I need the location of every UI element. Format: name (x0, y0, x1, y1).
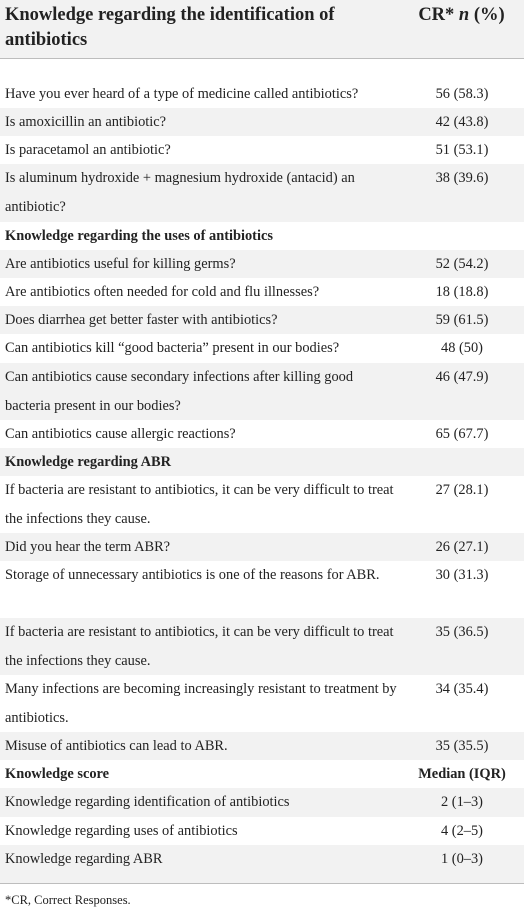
value-cell: 52 (54.2) (435, 256, 489, 272)
question-cell: If bacteria are resistant to antibiotics, it can be very difficult to treat the infections they cause. (5, 624, 394, 669)
table-row (0, 675, 524, 732)
table-row (0, 136, 524, 164)
table-row (0, 363, 524, 420)
question-cell: Can antibiotics cause allergic reactions? (5, 426, 236, 442)
table-bottom-rule (0, 883, 524, 884)
header-title: Knowledge regarding the identification of antibiotics (5, 5, 335, 50)
table-row (0, 80, 524, 108)
table-row (0, 817, 524, 845)
question-cell: Misuse of antibiotics can lead to ABR. (5, 738, 228, 754)
section-heading-row (0, 448, 524, 476)
value-cell: 18 (18.8) (435, 284, 489, 300)
table-row (0, 732, 524, 760)
table-row (0, 306, 524, 334)
table-row (0, 476, 524, 533)
value-cell: 65 (67.7) (435, 426, 489, 442)
table-row (0, 845, 524, 883)
header-col-italic: n (458, 5, 470, 25)
header-column-label (403, 3, 520, 28)
value-cell: 27 (28.1) (435, 482, 489, 498)
question-cell: Have you ever heard of a type of medicine called antibiotics? (5, 86, 359, 102)
header-col-suffix: (%) (469, 5, 505, 25)
value-cell: 26 (27.1) (435, 539, 489, 555)
value-cell: 35 (35.5) (435, 738, 489, 754)
value-cell: 35 (36.5) (435, 624, 489, 640)
table-row (0, 250, 524, 278)
value-cell: 4 (2–5) (441, 823, 483, 839)
value-cell: 42 (43.8) (435, 114, 489, 130)
table-row (0, 278, 524, 306)
value-cell: 30 (31.3) (435, 567, 489, 583)
question-cell: If bacteria are resistant to antibiotics, it can be very difficult to treat the infections they cause. (5, 482, 394, 527)
section-heading: Knowledge regarding ABR (5, 454, 172, 470)
question-cell: Storage of unnecessary antibiotics is one of the reasons for ABR. (5, 567, 380, 583)
section-heading-row (0, 222, 524, 250)
value-cell: 2 (1–3) (441, 794, 483, 810)
header-col-prefix: CR* (418, 5, 459, 25)
question-cell: Is paracetamol an antibiotic? (5, 142, 171, 158)
table-row (0, 533, 524, 561)
question-cell: Knowledge regarding ABR (5, 851, 163, 867)
question-cell: Knowledge regarding uses of antibiotics (5, 823, 238, 839)
question-cell: Many infections are becoming increasingly resistant to treatment by antibiotics. (5, 681, 397, 726)
table-row (0, 788, 524, 817)
table-row (0, 164, 524, 222)
table-row (0, 561, 524, 618)
table-row (0, 108, 524, 136)
table-row (0, 618, 524, 675)
question-cell: Is amoxicillin an antibiotic? (5, 114, 167, 130)
question-cell: Does diarrhea get better faster with antibiotics? (5, 312, 278, 328)
value-cell: 56 (58.3) (435, 86, 489, 102)
question-cell: Can antibiotics kill “good bacteria” present in our bodies? (5, 340, 340, 356)
table-header (0, 0, 524, 59)
value-column-heading: Median (IQR) (418, 766, 506, 782)
question-cell: Is aluminum hydroxide + magnesium hydroxide (antacid) an antibiotic? (5, 170, 355, 215)
table-footnote: *CR, Correct Responses. (5, 893, 131, 907)
value-cell: 1 (0–3) (441, 851, 483, 867)
value-cell: 51 (53.1) (435, 142, 489, 158)
value-cell: 38 (39.6) (435, 170, 489, 186)
value-cell: 34 (35.4) (435, 681, 489, 697)
value-cell: 46 (47.9) (435, 369, 489, 385)
value-cell: 59 (61.5) (435, 312, 489, 328)
section-heading: Knowledge score (5, 766, 110, 782)
section-heading-row (0, 760, 524, 788)
question-cell: Are antibiotics useful for killing germs? (5, 256, 236, 272)
section-heading: Knowledge regarding the uses of antibiotics (5, 228, 273, 244)
value-cell: 48 (50) (441, 340, 483, 356)
question-cell: Did you hear the term ABR? (5, 539, 171, 555)
question-cell: Can antibiotics cause secondary infections after killing good bacteria present in our bodies? (5, 369, 354, 414)
question-cell: Are antibiotics often needed for cold and flu illnesses? (5, 284, 320, 300)
question-cell: Knowledge regarding identification of antibiotics (5, 794, 290, 810)
table-row (0, 420, 524, 448)
table-row (0, 334, 524, 363)
